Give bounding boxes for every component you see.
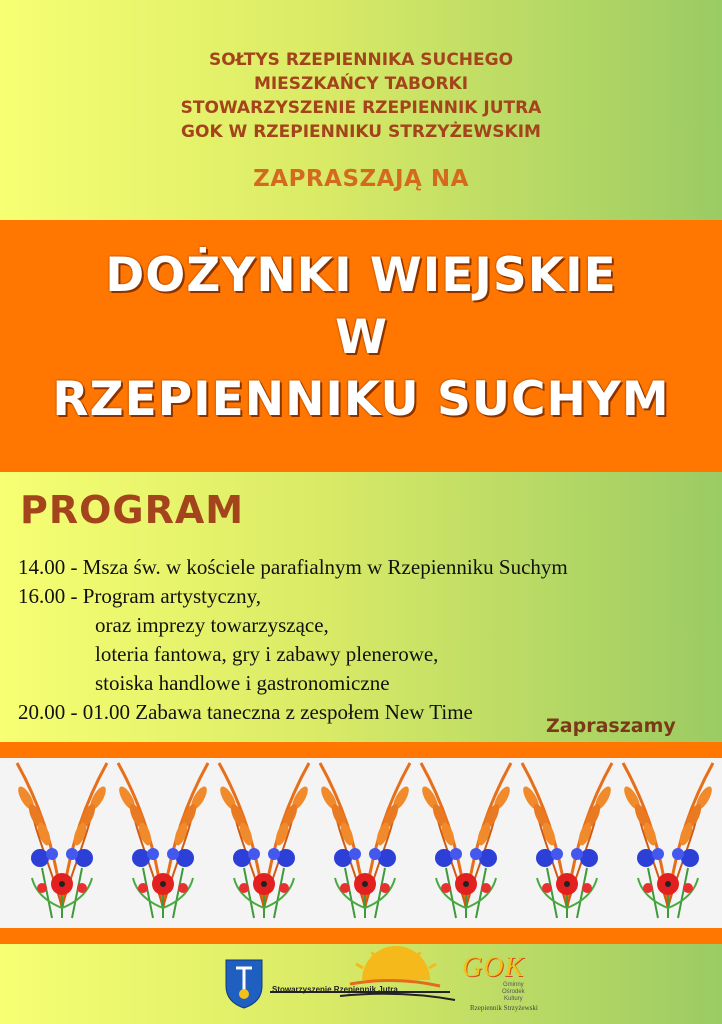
gok-logo-text: GOK — [462, 952, 525, 983]
gok-subtitle-line: Kultury — [504, 996, 523, 1002]
schedule-item: 20.00 - 01.00 Zabawa taneczna z zespołem New Time — [18, 700, 473, 724]
schedule-item: oraz imprezy towarzyszące, — [95, 613, 329, 637]
organizer-line: MIESZKAŃCY TABORKI — [253, 74, 469, 94]
harvest-decoration-strip — [0, 758, 722, 928]
closing-text: Zapraszamy — [546, 715, 676, 737]
schedule-item: loteria fantowa, gry i zabawy plenerowe, — [95, 642, 439, 666]
schedule-item: 14.00 - Msza św. w kościele parafialnym w Rzepienniku Suchym — [18, 555, 568, 579]
organizers-block — [0, 48, 722, 144]
gok-place-name: Rzepiennik Strzyżewski — [470, 1004, 538, 1012]
program-schedule — [18, 553, 708, 727]
gok-subtitle-line: Gminny — [503, 982, 524, 988]
organizer-line: STOWARZYSZENIE RZEPIENNIK JUTRA — [180, 98, 542, 118]
event-title-line-1: DOŻYNKI WIEJSKIE — [105, 248, 617, 303]
event-title-line-3: RZEPIENNIKU SUCHYM — [52, 372, 670, 427]
organizer-line: GOK W RZEPIENNIKU STRZYŻEWSKIM — [181, 122, 541, 142]
schedule-item: stoiska handlowe i gastronomiczne — [95, 671, 390, 695]
association-name: Stowarzyszenie Rzepiennik Jutra — [272, 985, 398, 994]
orange-band-bottom — [0, 928, 722, 944]
organizer-line: SOŁTYS RZEPIENNIKA SUCHEGO — [208, 50, 514, 70]
gok-subtitle-line: Ośrodek — [502, 989, 525, 995]
program-heading: PROGRAM — [20, 488, 245, 532]
coat-of-arms-icon — [226, 960, 262, 1008]
event-title-banner — [0, 220, 722, 472]
gok-subtitle — [502, 982, 525, 1003]
wheat-flower-pattern — [0, 758, 722, 928]
invite-text: ZAPRASZAJĄ NA — [253, 166, 469, 192]
schedule-item: 16.00 - Program artystyczny, — [18, 584, 261, 608]
event-title-line-2: W — [335, 310, 387, 365]
sponsor-logos — [0, 946, 722, 1024]
orange-band-top — [0, 742, 722, 758]
